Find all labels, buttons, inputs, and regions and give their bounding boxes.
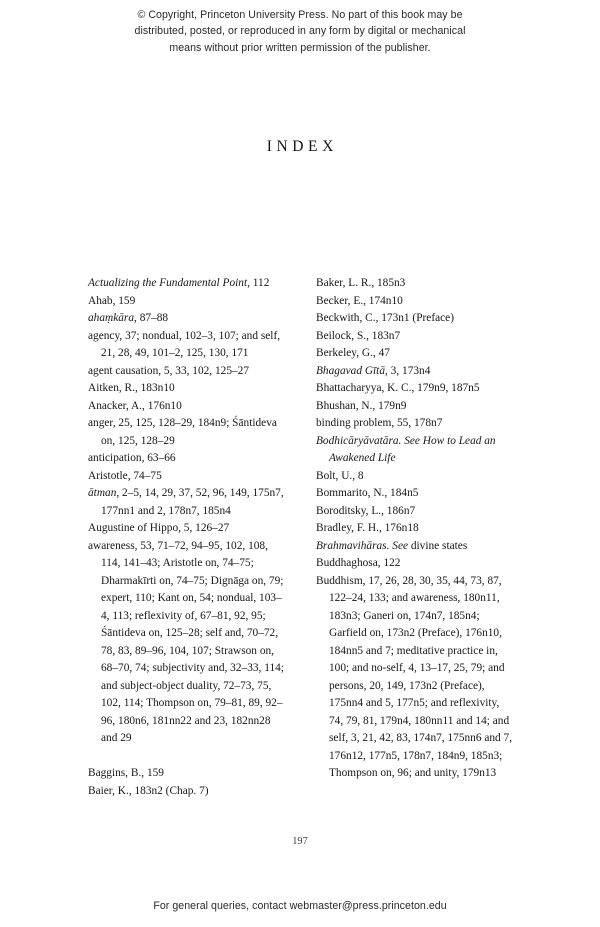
index-locators: , 25, 125, 128–29, 184n9; Śāntideva on, 125, 128–29	[101, 417, 277, 447]
index-headword: Becker, E.	[316, 294, 364, 307]
index-locators: , 176n10	[142, 399, 182, 412]
index-locators: , 55, 178n7	[391, 417, 443, 429]
index-headword: Beilock, S.	[316, 329, 367, 342]
index-locators: , 176n18	[378, 522, 419, 534]
index-entry	[316, 380, 516, 398]
index-headword: Bolt, U.	[316, 469, 353, 482]
index-locators: , 183n2 (Chap. 7)	[128, 784, 209, 797]
index-locators: , 37; nondual, 102–3, 107; and self, 21, 28, 49, 101–2, 125, 130, 171	[101, 329, 281, 359]
index-locators: , 53, 71–72, 94–95, 102, 108, 114, 141–43; Aristotle on, 74–75; Dharmakīrti on, 74–75; Dignāga on, 79; expert, 110; Kant on, 54; nondual, 103–4, 113; reflexivity of, 67–81, 92, 95; Śāntideva on, 125–28; self and, 70–72, 78, 83, 89–96, 104, 107; Strawson on, 68–70, 74; subjectivity and, 32–33, 114; and subject-object duality, 72–73, 75, 102, 114; Thompson on, 79–81, 89, 92–96, 180n6, 181nn22 and 23, 182nn28 and 29	[101, 539, 284, 744]
index-entry	[88, 293, 288, 311]
index-locators: , 183n10	[134, 382, 175, 394]
index-headword: agent causation	[88, 364, 159, 377]
index-headword: Bhagavad Gītā	[316, 364, 385, 377]
index-entry	[316, 555, 516, 573]
index-locators: , 3, 173n4	[385, 364, 431, 377]
index-headword: ahaṃkāra	[88, 312, 135, 324]
index-entry	[316, 433, 516, 468]
index-locators: , 174n10	[363, 294, 403, 307]
index-locators: , 63–66	[141, 452, 176, 464]
index-headword: Beckwith, C.	[316, 312, 376, 324]
index-headword: Brahmavihāras	[316, 539, 387, 552]
index-entry	[316, 328, 516, 346]
index-entry	[316, 345, 516, 363]
index-headword: awareness	[88, 539, 135, 552]
index-entry	[88, 310, 288, 328]
index-headword: Buddhism	[316, 574, 363, 587]
index-entry	[88, 398, 288, 416]
index-locators: , 87–88	[134, 312, 169, 324]
index-locators: , 17, 26, 28, 30, 35, 44, 73, 87, 122–24, 133; and awareness, 180n11, 183n3; Ganeri on, 174n7, 185n4; Garfield on, 173n2 (Preface), 176n10, 184nn5 and 7; meditative practice in, 100; and no-self, 4, 13–17, 25, 79; and persons, 20, 149, 173n2 (Preface), 175nn4 and 5, 177n5; and reflexivity, 74, 79, 81, 179n4, 180nn11 and 14; and self, 3, 21, 42, 83, 174n7, 175nn6 and 7, 176n12, 177n5, 178n7, 184n9, 185n3; Thompson on, 96; and unity, 179n13	[329, 574, 513, 779]
index-headword: Anacker, A.	[88, 399, 143, 412]
index-entry	[88, 328, 288, 363]
copyright-line-3: means without prior written permission of the publisher.	[169, 41, 431, 54]
index-entry	[316, 485, 516, 503]
index-headword: Actualizing the Fundamental Point	[88, 277, 248, 289]
index-entry	[316, 293, 516, 311]
index-entry	[316, 415, 516, 433]
index-locators: , 159	[112, 294, 136, 307]
index-entry-punctuation: .	[398, 434, 405, 447]
index-headword: Baker, L. R.	[316, 277, 372, 289]
index-entry	[88, 765, 288, 783]
index-entry-punctuation: .	[386, 539, 393, 552]
index-entry	[88, 485, 288, 520]
index-headword: Baier, K.	[88, 784, 129, 797]
index-headword: Buddhaghosa	[316, 557, 378, 569]
index-entry	[316, 468, 516, 486]
index-headword: Ahab	[88, 294, 113, 307]
page-title: INDEX	[266, 138, 338, 155]
index-column-right	[316, 275, 516, 820]
index-entry	[316, 310, 516, 328]
index-locators: , 2–5, 14, 29, 37, 52, 96, 149, 175n7, 177nn1 and 2, 178n7, 185n4	[101, 487, 284, 517]
index-entry	[88, 450, 288, 468]
index-locators: , 5, 33, 102, 125–27	[158, 364, 249, 377]
index-locators: , 159	[141, 767, 164, 779]
index-headword: Aitken, R.	[88, 382, 135, 394]
index-locators: , 5, 126–27	[178, 522, 230, 534]
index-headword: Bradley, F. H.	[316, 522, 379, 534]
index-headword: agency	[88, 329, 120, 342]
index-entry	[88, 468, 288, 486]
index-entry	[88, 538, 288, 748]
index-entry	[88, 275, 288, 293]
index-headword: Baggins, B.	[88, 767, 142, 779]
index-headword: Bommarito, N.	[316, 487, 385, 499]
index-entry	[88, 783, 288, 801]
index-headword: Bhushan, N.	[316, 399, 373, 412]
index-locators: , 185n3	[371, 277, 406, 289]
index-see-label: See	[404, 434, 423, 447]
index-see-label: See	[392, 539, 411, 552]
index-locators: , 8	[352, 469, 364, 482]
index-locators: , 112	[247, 277, 270, 289]
index-locators: , 122	[377, 557, 401, 569]
index-headword: ātman	[88, 487, 117, 499]
index-headword: binding problem	[316, 417, 392, 429]
index-locators: , 184n5	[384, 487, 419, 499]
index-entry	[316, 573, 516, 783]
index-entry	[88, 380, 288, 398]
index-headword: anticipation	[88, 452, 142, 464]
copyright-notice	[0, 7, 600, 56]
index-locators: , 179n9	[372, 399, 407, 412]
index-headword: Bodhicāryāvatāra	[316, 434, 399, 447]
index-headword: anger	[88, 417, 113, 429]
index-locators: , 74–75	[127, 469, 162, 482]
index-entry	[88, 415, 288, 450]
index-headword: Aristotle	[88, 469, 128, 482]
index-entry	[316, 275, 516, 293]
index-headword: Bhattacharyya, K. C.	[316, 382, 412, 394]
index-entry	[316, 538, 516, 556]
copyright-line-2: distributed, posted, or reproduced in any form by digital or mechanical	[134, 25, 466, 38]
footer-queries-line: For general queries, contact webmaster@press.princeton.edu	[153, 900, 447, 912]
index-entry	[316, 398, 516, 416]
index-locators: , 186n7	[381, 504, 416, 517]
index-cross-reference-target: How to Lead an Awakened Life	[329, 434, 496, 464]
index-locators: , 47	[372, 347, 390, 359]
index-locators: , 173n1 (Preface)	[375, 312, 454, 324]
index-column-left	[88, 275, 288, 820]
index-headword: Berkeley, G.	[316, 347, 373, 359]
index-columns	[88, 275, 516, 820]
index-locators: , 183n7	[366, 329, 401, 342]
index-cross-reference-target: divine states	[410, 539, 468, 552]
index-entry	[316, 520, 516, 538]
index-locators: , 179n9, 187n5	[411, 382, 480, 394]
index-entry	[316, 503, 516, 521]
page-number: 197	[292, 836, 308, 847]
index-entry	[88, 520, 288, 538]
index-entry	[88, 363, 288, 381]
index-headword: Boroditsky, L.	[316, 504, 382, 517]
index-entry	[316, 363, 516, 381]
index-headword: Augustine of Hippo	[88, 522, 179, 534]
copyright-line-1: © Copyright, Princeton University Press. No part of this book may be	[137, 9, 463, 21]
